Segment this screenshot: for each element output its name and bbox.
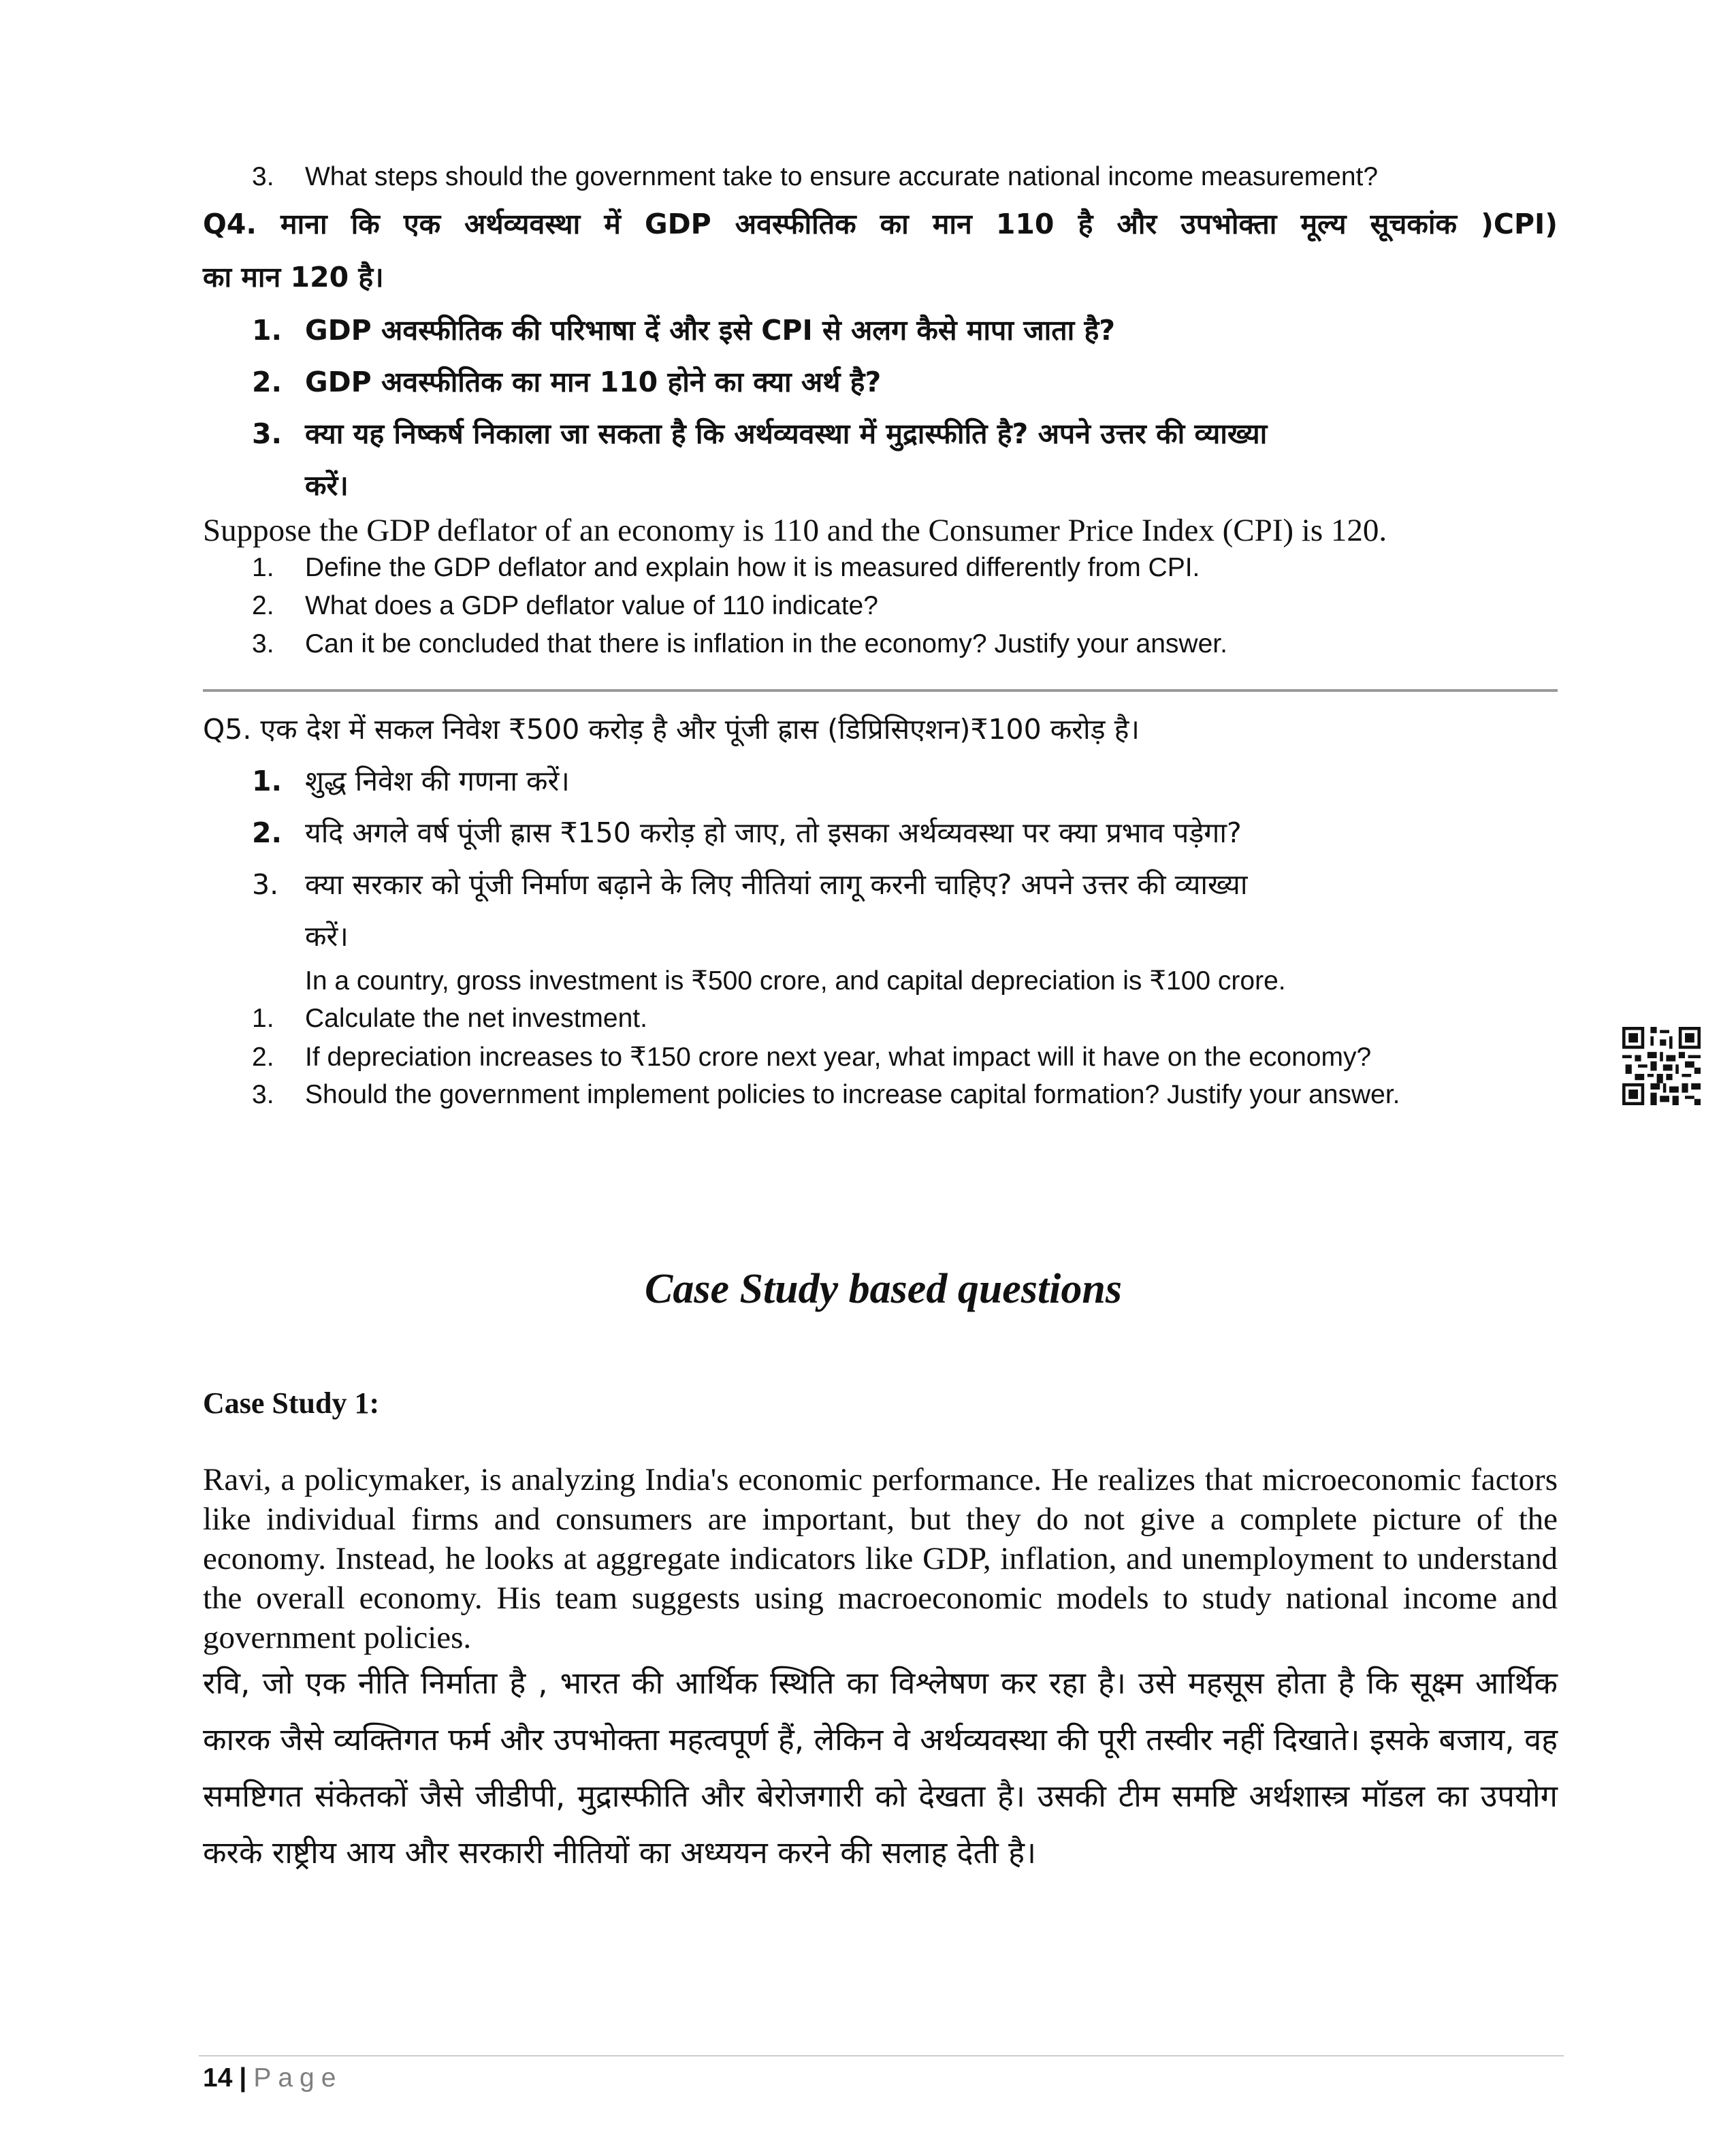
case-study-english-paragraph: Ravi, a policymaker, is analyzing India's economic performance. He realizes that microeconomic factors like individual firms and consumers are important, but they do not give a complete picture of the economy. Instead, he looks at aggregate indicators like GDP, inflation, and unemployment to understand the overall economy. His team suggests using macroeconomic models to study national income and government policies.: [203, 1462, 1558, 1655]
case-study-title: Case Study 1:: [203, 1386, 380, 1420]
page-label: Page: [253, 2063, 343, 2093]
q5-hindi-item-1: 1. शुद्ध निवेश की गणना करें।: [252, 765, 570, 797]
page-number: 14: [203, 2063, 233, 2093]
footer-separator: |: [239, 2063, 247, 2093]
q4-hindi-item-3: 3. क्या यह निष्कर्ष निकाला जा सकता है कि अर्थव्यवस्था में मुद्रास्फीति है? अपने उत्तर की व्याख्या: [252, 417, 1268, 450]
q4-hindi-line-2: का मान 120 है।: [203, 261, 384, 293]
q5-hindi-line-1: Q5. एक देश में सकल निवेश ₹500 करोड़ है और पूंजी ह्रास (डिप्रिसिएशन)₹100 करोड़ है।: [203, 713, 1140, 746]
q5-hindi-item-3: 3. क्या सरकार को पूंजी निर्माण बढ़ाने के लिए नीतियां लागू करनी चाहिए? अपने उत्तर की व्याख्या: [252, 868, 1248, 901]
q4-english-item-2: 2. What does a GDP deflator value of 110 indicate?: [252, 591, 878, 620]
q5-english-item-1: 1. Calculate the net investment.: [252, 1004, 647, 1033]
section-divider: [203, 689, 1558, 692]
q5-english-question: In a country, gross investment is ₹500 crore, and capital depreciation is ₹100 crore.: [305, 966, 1286, 996]
qr-code-icon: [1622, 1027, 1701, 1105]
q4-hindi-item-1: 1. GDP अवस्फीतिक की परिभाषा दें और इसे CPI से अलग कैसे मापा जाता है?: [252, 314, 1116, 347]
q3-item-3: 3. What steps should the government take to ensure accurate national income measurement?: [252, 162, 1379, 191]
section-heading: Case Study based questions: [644, 1266, 1123, 1312]
q5-hindi-item-3-cont: करें।: [305, 920, 349, 953]
q4-hindi-item-2: 2. GDP अवस्फीतिक का मान 110 होने का क्या अर्थ है?: [252, 366, 882, 398]
q4-english-question: Suppose the GDP deflator of an economy is 110 and the Consumer Price Index (CPI) is 120.: [203, 513, 1387, 548]
q4-english-item-3: 3. Can it be concluded that there is inflation in the economy? Justify your answer.: [252, 629, 1227, 658]
q5-hindi-item-2: 2. यदि अगले वर्ष पूंजी ह्रास ₹150 करोड़ हो जाए, तो इसका अर्थव्यवस्था पर क्या प्रभाव पड़ेगा?: [252, 816, 1242, 849]
q4-hindi-item-3-cont: करें।: [305, 469, 349, 502]
page-footer: [203, 2063, 342, 2093]
q4-hindi-line-1: Q4. माना कि एक अर्थव्यवस्था में GDP अवस्फीतिक का मान 110 है और उपभोक्ता मूल्य सूचकांक )CPI): [203, 208, 1558, 240]
q5-english-item-3: 3. Should the government implement policies to increase capital formation? Justify your answer.: [252, 1080, 1400, 1109]
case-study-hindi-paragraph: रवि, जो एक नीति निर्माता है , भारत की आर्थिक स्थिति का विश्लेषण कर रहा है। उसे महसूस होता है कि सूक्ष्म आर्थिक कारक जैसे व्यक्तिगत फर्म और उपभोक्ता महत्वपूर्ण हैं, लेकिन वे अर्थव्यवस्था की पूरी तस्वीर नहीं दिखाते। इसके बजाय, वह समष्टिगत संकेतकों जैसे जीडीपी, मुद्रास्फीति और बेरोजगारी को देखता है। उसकी टीम समष्टि अर्थशास्त्र मॉडल का उपयोग करके राष्ट्रीय आय और सरकारी नीतियों का अध्ययन करने की सलाह देती है।: [203, 1665, 1558, 1871]
q4-english-item-1: 1. Define the GDP deflator and explain how it is measured differently from CPI.: [252, 553, 1200, 582]
footer-divider: [199, 2055, 1564, 2056]
q5-english-item-2: 2. If depreciation increases to ₹150 crore next year, what impact will it have on the economy?: [252, 1043, 1372, 1072]
